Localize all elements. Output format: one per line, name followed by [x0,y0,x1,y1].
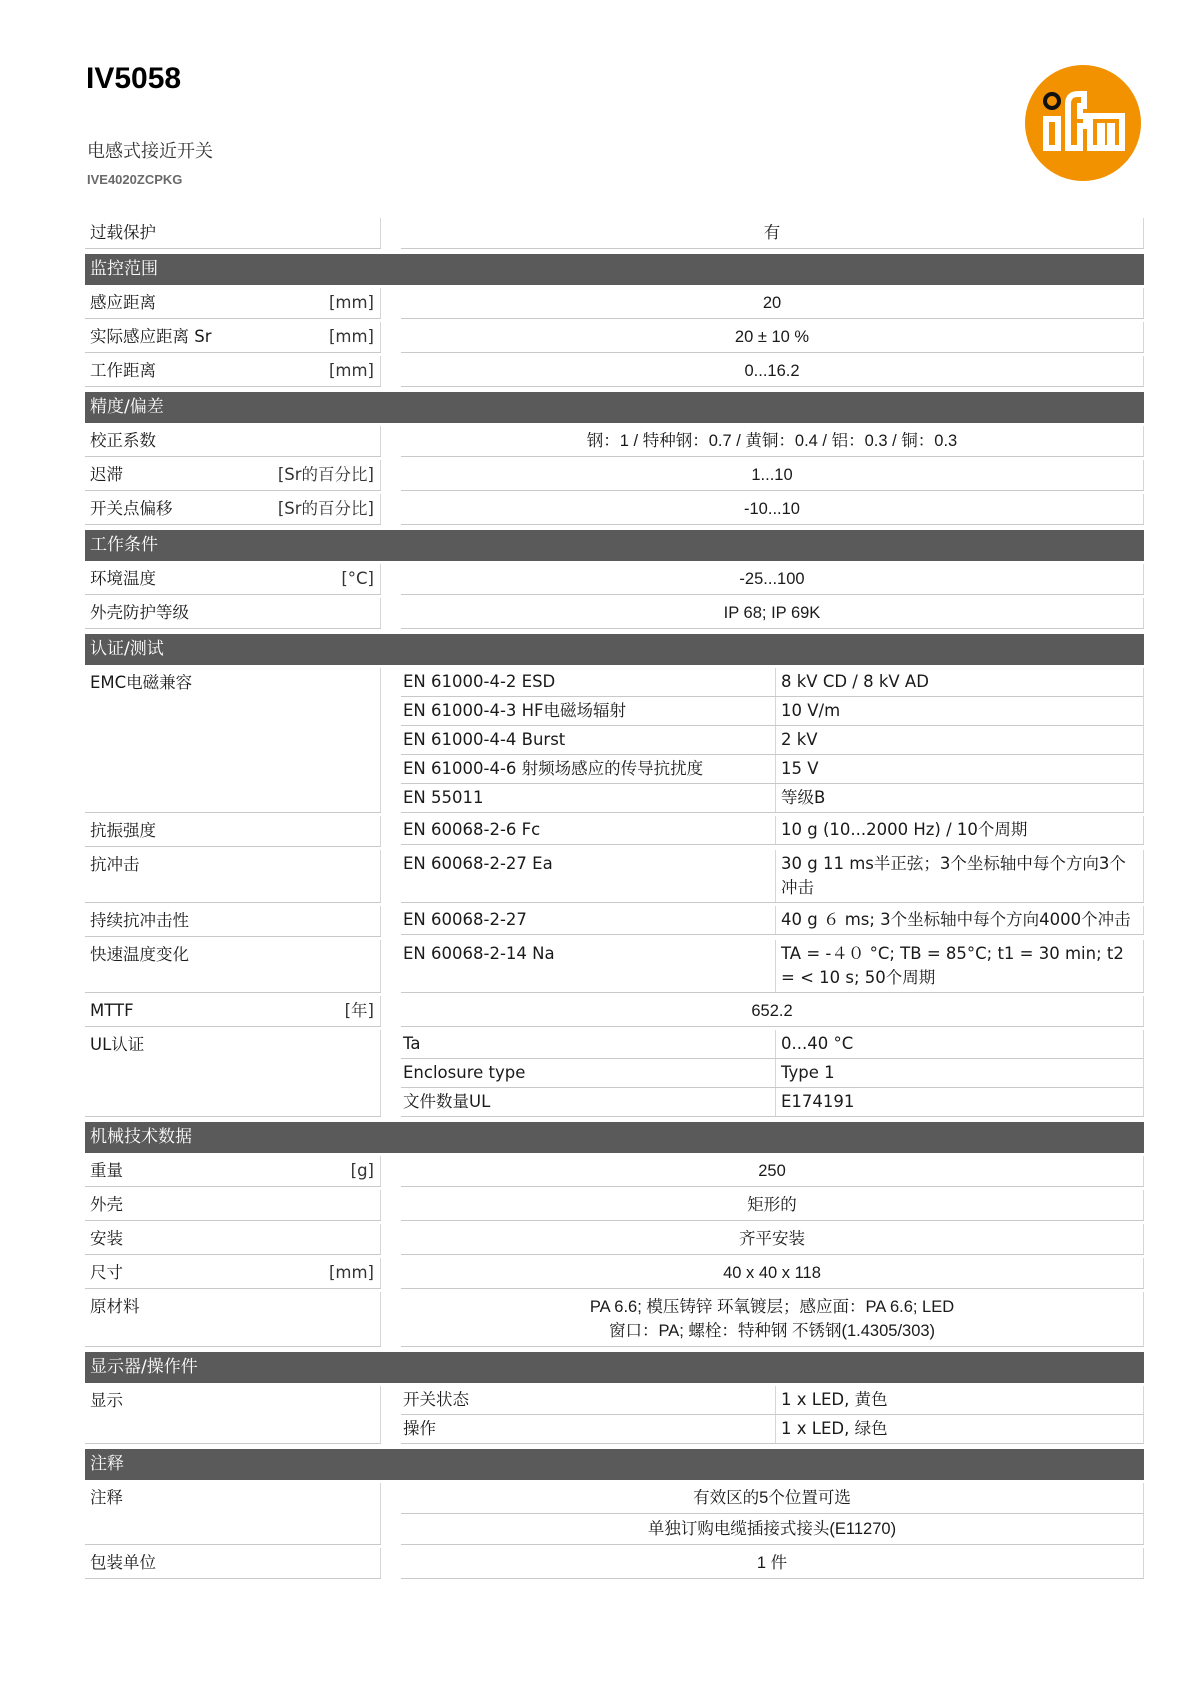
row-label: 实际感应距离 Sr [90,327,212,346]
row-label: 注释 [90,1488,123,1507]
ul-key: 文件数量UL [401,1088,776,1116]
note-line: 有效区的5个位置可选 [401,1483,1144,1514]
row-unit: [g] [350,1161,374,1180]
ul-key: Enclosure type [401,1059,776,1087]
section-header: 认证/测试 [85,634,1144,665]
ul-value: Type 1 [781,1063,835,1082]
test-value: 等级B [781,788,826,807]
test-standard: EN 55011 [401,784,776,812]
section-header: 监控范围 [85,254,1144,285]
row-label: 外壳防护等级 [90,603,189,622]
row-housing [85,1190,1144,1221]
row-protection [85,598,1144,629]
row-label: 感应距离 [90,293,156,312]
row-value: 1...10 [401,460,1144,491]
section-header: 注释 [85,1449,1144,1480]
row-label: 外壳 [90,1195,123,1214]
row-value: -25...100 [401,564,1144,595]
row-value: 20 [401,288,1144,319]
row-overload [85,218,1144,249]
row-label: MTTF [90,1001,134,1020]
display-key: 操作 [401,1415,776,1443]
product-code: IVE4020ZCPKG [87,172,183,187]
test-value: 15 V [781,759,819,778]
row-label: 校正系数 [90,431,156,450]
row-ambient [85,564,1144,595]
materials-line: 窗口：PA; 螺栓：特种钢 不锈钢(1.4305/303) [608,1322,936,1340]
row-value: 有 [401,218,1144,249]
row-label: 显示 [90,1391,123,1410]
row-unit: [mm] [328,293,374,312]
row-label: 尺寸 [90,1263,123,1282]
test-standard: EN 61000-4-6 射频场感应的传导抗扰度 [401,755,776,783]
test-standard: EN 60068-2-27 [401,906,776,934]
row-sensing-range [85,288,1144,319]
row-value: 矩形的 [401,1190,1144,1221]
row-label: 持续抗冲击性 [90,911,189,930]
display-key: 开关状态 [401,1386,776,1414]
test-value: 2 kV [781,730,818,749]
row-value: IP 68; IP 69K [401,598,1144,629]
product-subtitle: 电感式接近开关 [87,141,213,162]
row-value: 652.2 [401,996,1144,1027]
row-label: 迟滞 [90,465,123,484]
row-unit: [mm] [328,1263,374,1282]
row-label: 抗冲击 [90,855,140,874]
row-label: 工作距离 [90,361,156,380]
row-real-sensing-range [85,322,1144,353]
test-standard: EN 61000-4-2 ESD [401,668,776,696]
row-value: 250 [401,1156,1144,1187]
datasheet [85,218,1144,1579]
row-unit: [年] [344,1001,374,1020]
row-emc [85,668,1144,813]
row-operating-distance [85,356,1144,387]
row-label: 重量 [90,1161,123,1180]
materials-line: PA 6.6; 模压铸锌 环氧镀层；感应面：PA 6.6; LED [589,1298,955,1316]
row-shock [85,850,1144,903]
row-vibration [85,816,1144,847]
test-value: 10 g (10...2000 Hz) / 10个周期 [781,820,1028,839]
row-value: 40 x 40 x 118 [401,1258,1144,1289]
row-value: 齐平安装 [401,1224,1144,1255]
row-dimensions [85,1258,1144,1289]
row-value: 20 ± 10 % [401,322,1144,353]
row-label: EMC电磁兼容 [90,673,193,692]
test-value: 30 g 11 ms半正弦；3个坐标轴中每个方向3个冲击 [781,854,1126,897]
row-label: 原材料 [90,1297,140,1316]
row-value: 钢：1 / 特种钢：0.7 / 黄铜：0.4 / 铝：0.3 / 铜：0.3 [401,426,1144,457]
section-header: 工作条件 [85,530,1144,561]
ul-value: 0...40 °C [781,1034,854,1053]
ifm-logo [1024,64,1142,182]
row-value: 0...16.2 [401,356,1144,387]
row-value [401,1292,1144,1347]
section-header: 显示器/操作件 [85,1352,1144,1383]
test-standard: EN 61000-4-3 HF电磁场辐射 [401,697,776,725]
display-value: 1 x LED, 绿色 [781,1419,888,1438]
row-label: 包装单位 [90,1553,156,1572]
row-label: 开关点偏移 [90,499,173,518]
ul-value: E174191 [781,1092,855,1111]
page-title: IV5058 [86,62,182,95]
row-unit: [mm] [328,327,374,346]
note-line: 单独订购电缆插接式接头(E11270) [401,1514,1144,1545]
test-standard: EN 60068-2-6 Fc [401,816,776,844]
row-notes [85,1483,1144,1545]
row-value: -10...10 [401,494,1144,525]
row-unit: [mm] [328,361,374,380]
test-value: TA = -４０ °C; TB = 85°C; t1 = 30 min; t2 = < 10 s; 50个周期 [781,944,1124,987]
display-value: 1 x LED, 黄色 [781,1390,888,1409]
row-materials [85,1292,1144,1347]
row-label: 抗振强度 [90,821,156,840]
row-label: UL认证 [90,1035,145,1054]
test-value: 40 g ６ ms; 3个坐标轴中每个方向4000个冲击 [781,910,1131,929]
test-value: 8 kV CD / 8 kV AD [781,672,929,691]
row-packing [85,1548,1144,1579]
row-temperature-change [85,940,1144,993]
row-unit: [Sr的百分比] [277,499,374,518]
test-standard: EN 60068-2-14 Na [401,940,776,992]
test-standard: EN 61000-4-4 Burst [401,726,776,754]
test-value: 10 V/m [781,701,841,720]
row-continuous-shock [85,906,1144,937]
row-display [85,1386,1144,1444]
row-mounting [85,1224,1144,1255]
row-label: 过载保护 [90,223,156,242]
row-mttf [85,996,1144,1027]
test-standard: EN 60068-2-27 Ea [401,850,776,902]
row-hysteresis [85,460,1144,491]
row-label: 快速温度变化 [90,945,189,964]
row-weight [85,1156,1144,1187]
section-header: 精度/偏差 [85,392,1144,423]
row-correction [85,426,1144,457]
row-label: 安装 [90,1229,123,1248]
ul-key: Ta [401,1030,776,1058]
row-unit: [°C] [341,569,374,588]
section-header: 机械技术数据 [85,1122,1144,1153]
row-unit: [Sr的百分比] [277,465,374,484]
row-ul [85,1030,1144,1117]
row-drift [85,494,1144,525]
row-label: 环境温度 [90,569,156,588]
row-value: 1 件 [401,1548,1144,1579]
